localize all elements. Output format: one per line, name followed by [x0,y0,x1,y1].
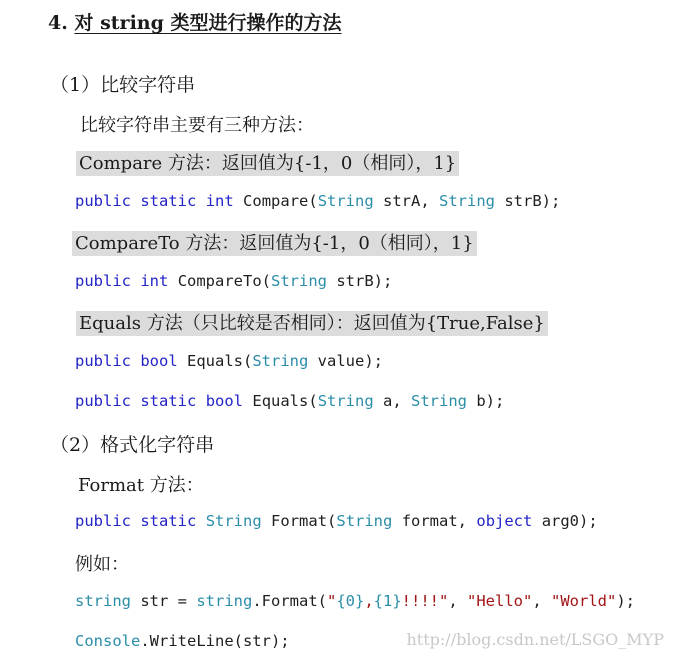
code-param: format, [392,512,477,530]
code-method: Equals( [252,392,318,410]
code-keyword: int [140,272,169,290]
example-label: 例如： [75,554,129,575]
format-method-desc: Format 方法： [78,475,204,496]
code-keyword: public [75,352,131,370]
code-type: string [196,592,253,610]
code-text: ); [616,592,636,610]
equals-desc-row [76,309,548,335]
compareto-signature [75,272,392,290]
code-string: , [364,592,374,610]
code-type: String [336,512,393,530]
format-signature [75,512,598,530]
subsection-heading-format: （2）格式化字符串 [50,434,215,456]
code-type: Console [75,632,141,650]
code-param: value); [308,352,383,370]
code-type: String [252,352,309,370]
code-keyword: static [140,512,197,530]
code-param: arg0); [532,512,598,530]
code-keyword: static [140,392,197,410]
code-type: String [271,272,328,290]
section-number: 4. [48,12,68,34]
code-param: a, [373,392,412,410]
code-type: String [205,512,262,530]
code-type: String [411,392,468,410]
example-code-line-1 [75,592,635,610]
code-text: .Format( [252,592,327,610]
code-method: Format( [271,512,337,530]
code-text: .WriteLine(str); [140,632,290,650]
code-keyword: int [205,192,234,210]
equals-method-desc: Equals 方法（只比较是否相同）：返回值为{True,False} [76,311,548,336]
code-param: strB); [327,272,393,290]
compare-intro-text: 比较字符串主要有三种方法： [80,115,314,136]
code-keyword: static [140,192,197,210]
code-string: !!!!" [401,592,449,610]
code-param: strB); [495,192,561,210]
code-format-item: {0} [336,592,365,610]
watermark: http://blog.csdn.net/LSGO_MYP [406,630,664,649]
code-keyword: public [75,512,131,530]
compareto-desc-row [72,229,477,255]
example-code-line-2 [75,632,290,650]
code-format-item: {1} [373,592,402,610]
code-text: , [532,592,552,610]
equals-signature-2 [75,392,504,410]
code-keyword: object [476,512,533,530]
code-keyword: bool [140,352,178,370]
code-keyword: public [75,272,131,290]
equals-signature-1 [75,352,383,370]
code-method: CompareTo( [177,272,272,290]
code-keyword: bool [205,392,244,410]
compare-signature [75,192,560,210]
code-param: b); [467,392,505,410]
code-keyword: public [75,392,131,410]
section-title-text: 对 string 类型进行操作的方法 [74,12,342,34]
subsection-heading-compare: （1）比较字符串 [50,74,196,96]
code-string: "Hello" [467,592,533,610]
code-param: strA, [373,192,440,210]
code-string: "World" [551,592,617,610]
compare-desc-row [76,149,459,175]
code-method: Compare( [243,192,318,210]
compare-method-desc: Compare 方法：返回值为{-1，0（相同），1} [76,151,459,176]
code-type: String [317,392,374,410]
code-type: String [317,192,374,210]
code-type: string [75,592,131,610]
compareto-method-desc: CompareTo 方法：返回值为{-1，0（相同），1} [72,231,477,256]
code-text: , [448,592,468,610]
section-title [48,8,342,35]
code-string: " [326,592,337,610]
code-keyword: public [75,192,131,210]
code-method: Equals( [187,352,253,370]
code-text: str = [131,592,197,610]
code-type: String [439,192,496,210]
